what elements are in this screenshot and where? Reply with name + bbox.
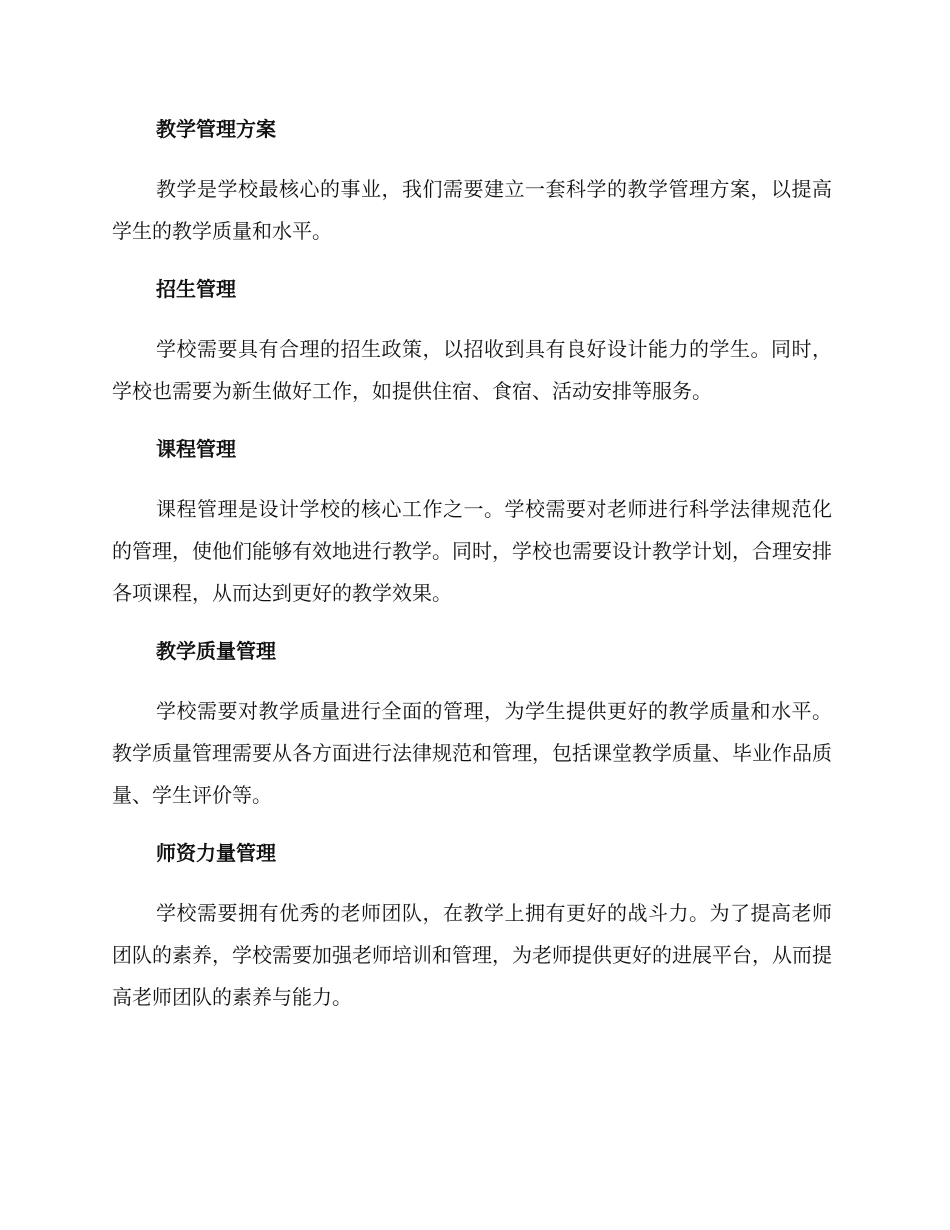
section-heading: 招生管理 — [156, 277, 236, 301]
section-paragraph: 学校需要具有合理的招生政策，以招收到具有良好设计能力的学生。同时，学校也需要为新生做好工作，如提供住宿、食宿、活动安排等服务。 — [112, 337, 832, 403]
section-quality — [112, 634, 832, 816]
section-heading: 课程管理 — [156, 437, 236, 461]
section-paragraph: 课程管理是设计学校的核心工作之一。学校需要对老师进行科学法律规范化的管理，使他们能够有效地进行教学。同时，学校也需要设计教学计划，合理安排各项课程，从而达到更好的教学效果。 — [112, 497, 832, 605]
section-enrollment — [112, 272, 832, 412]
section-paragraph: 学校需要对教学质量进行全面的管理，为学生提供更好的教学质量和水平。教学质量管理需要从各方面进行法律规范和管理，包括课堂教学质量、毕业作品质量、学生评价等。 — [112, 699, 832, 807]
section-paragraph: 教学是学校最核心的事业，我们需要建立一套科学的教学管理方案，以提高学生的教学质量和水平。 — [112, 177, 832, 243]
section-teaching-plan — [112, 112, 832, 252]
section-paragraph: 学校需要拥有优秀的老师团队，在教学上拥有更好的战斗力。为了提高老师团队的素养，学校需要加强老师培训和管理，为老师提供更好的进展平台，从而提高老师团队的素养与能力。 — [112, 901, 832, 1009]
section-curriculum — [112, 432, 832, 614]
section-faculty — [112, 836, 832, 1018]
section-heading: 师资力量管理 — [156, 841, 276, 865]
section-heading: 教学管理方案 — [156, 117, 276, 141]
section-heading: 教学质量管理 — [156, 639, 276, 663]
